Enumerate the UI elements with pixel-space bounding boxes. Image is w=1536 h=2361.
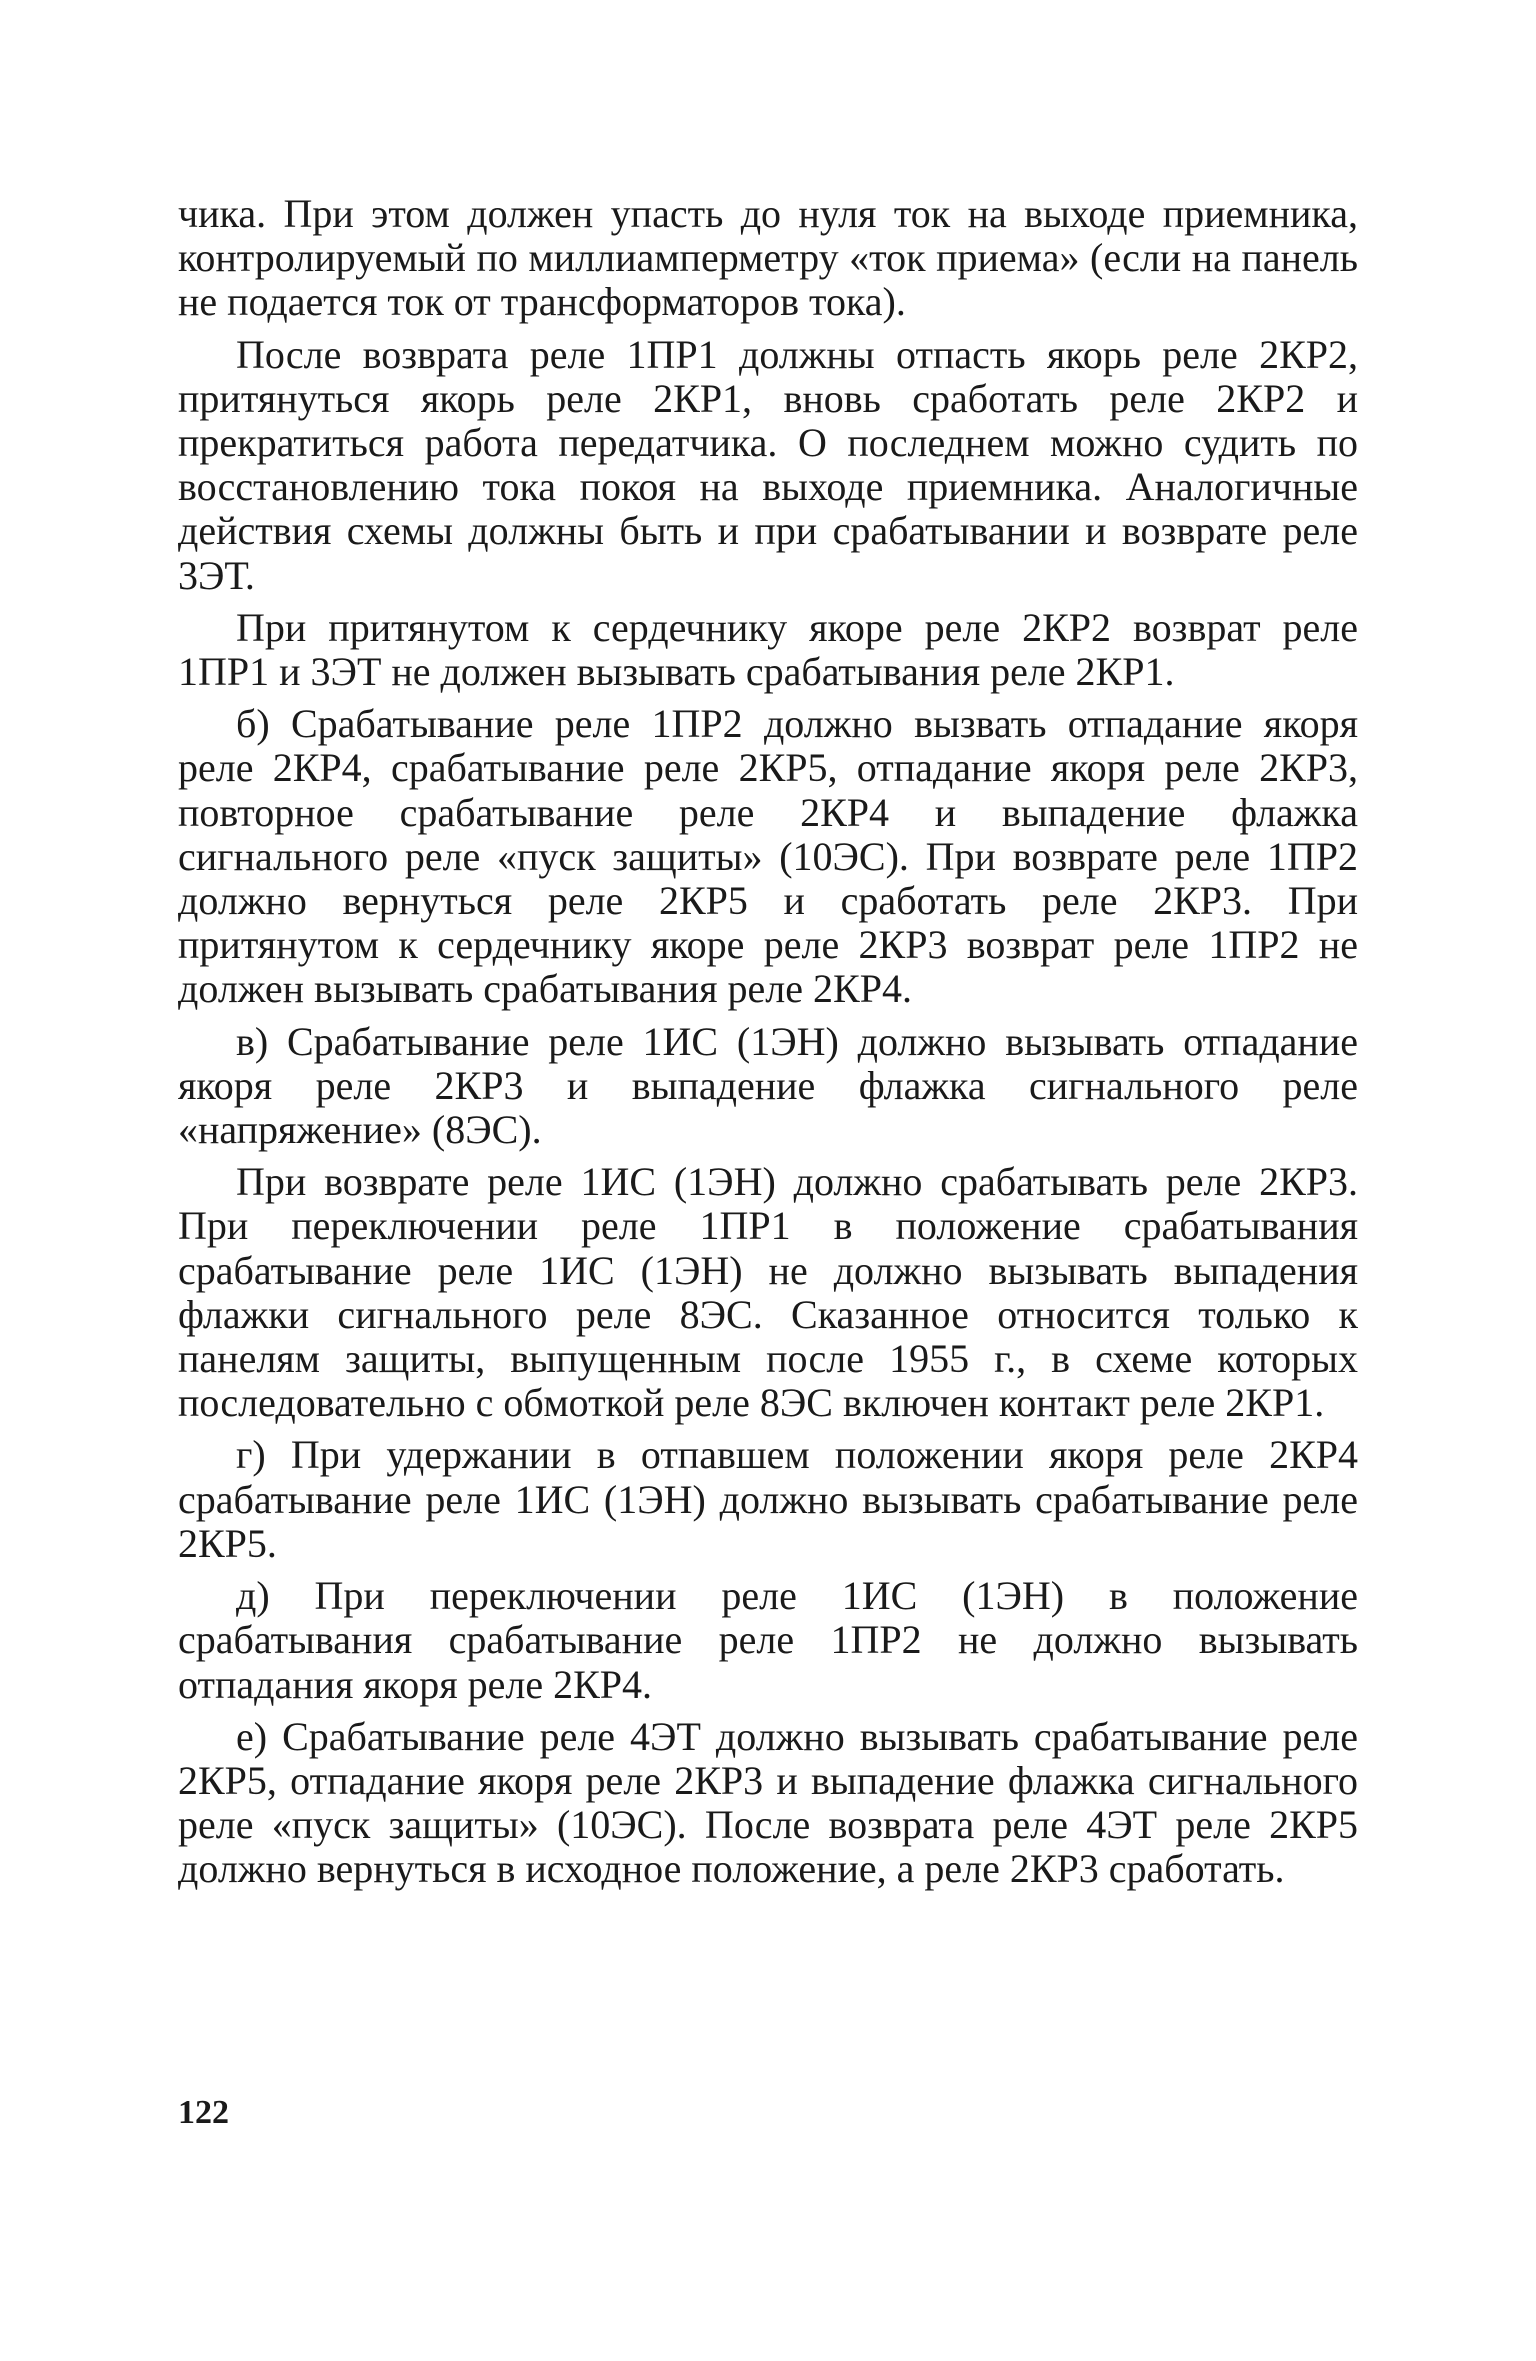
paragraph-4: б) Срабатывание реле 1ПР2 должно вызвать отпадание якоря реле 2КР4, срабатывание реле 2КР5, отпадание якоря реле 2КР3, повторное срабатывание реле 2КР4 и выпадение флажка сигнального реле «пуск защиты» (10ЭС). При возврате реле 1ПР2 должно вернуться реле 2КР5 и сработать реле 2КР3. При притянутом к сердечнику якоре реле 2КР3 возврат реле 1ПР2 не должен вызывать срабатывания реле 2КР4. [178, 701, 1358, 1012]
paragraph-3: При притянутом к сердечнику якоре реле 2КР2 возврат реле 1ПР1 и 3ЭТ не должен вызывать срабатывания реле 2КР1. [178, 604, 1358, 695]
paragraph-8: д) При переключении реле 1ИС (1ЭН) в положение срабатывания срабатывание реле 1ПР2 не должно вызывать отпадания якоря реле 2КР4. [178, 1573, 1358, 1707]
paragraph-1: чика. При этом должен упасть до нуля ток на выходе приемника, контролируемый по миллиамперметру «ток приема» (если на панель не подается ток от трансформаторов тока). [178, 191, 1358, 325]
paragraph-9: е) Срабатывание реле 4ЭТ должно вызывать срабатывание реле 2КР5, отпадание якоря реле 2КР3 и выпадение флажка сигнального реле «пуск защиты» (10ЭС). После возврата реле 4ЭТ реле 2КР5 должно вернуться в исходное положение, а реле 2КР3 сработать. [178, 1713, 1358, 1892]
paragraph-2: После возврата реле 1ПР1 должны отпасть якорь реле 2КР2, притянуться якорь реле 2КР1, вновь сработать реле 2КР2 и прекратиться работа передатчика. О последнем можно судить по восстановлению тока покоя на выходе приемника. Аналогичные действия схемы должны быть и при срабатывании и возврате реле 3ЭТ. [178, 331, 1358, 598]
paragraph-7: г) При удержании в отпавшем положении якоря реле 2КР4 срабатывание реле 1ИС (1ЭН) должно вызывать срабатывание реле 2КР5. [178, 1432, 1358, 1566]
page-number: 122 [178, 2094, 229, 2131]
paragraph-6: При возврате реле 1ИС (1ЭН) должно срабатывать реле 2КР3. При переключении реле 1ПР1 в положение срабатывания срабатывание реле 1ИС (1ЭН) не должно вызывать выпадения флажки сигнального реле 8ЭС. Сказанное относится только к панелям защиты, выпущенным после 1955 г., в схеме которых последовательно с обмоткой реле 8ЭС включен контакт реле 2КР1. [178, 1159, 1358, 1426]
page-body [178, 192, 1358, 1900]
paragraph-5: в) Срабатывание реле 1ИС (1ЭН) должно вызывать отпадание якоря реле 2КР3 и выпадение флажка сигнального реле «напряжение» (8ЭС). [178, 1018, 1358, 1153]
